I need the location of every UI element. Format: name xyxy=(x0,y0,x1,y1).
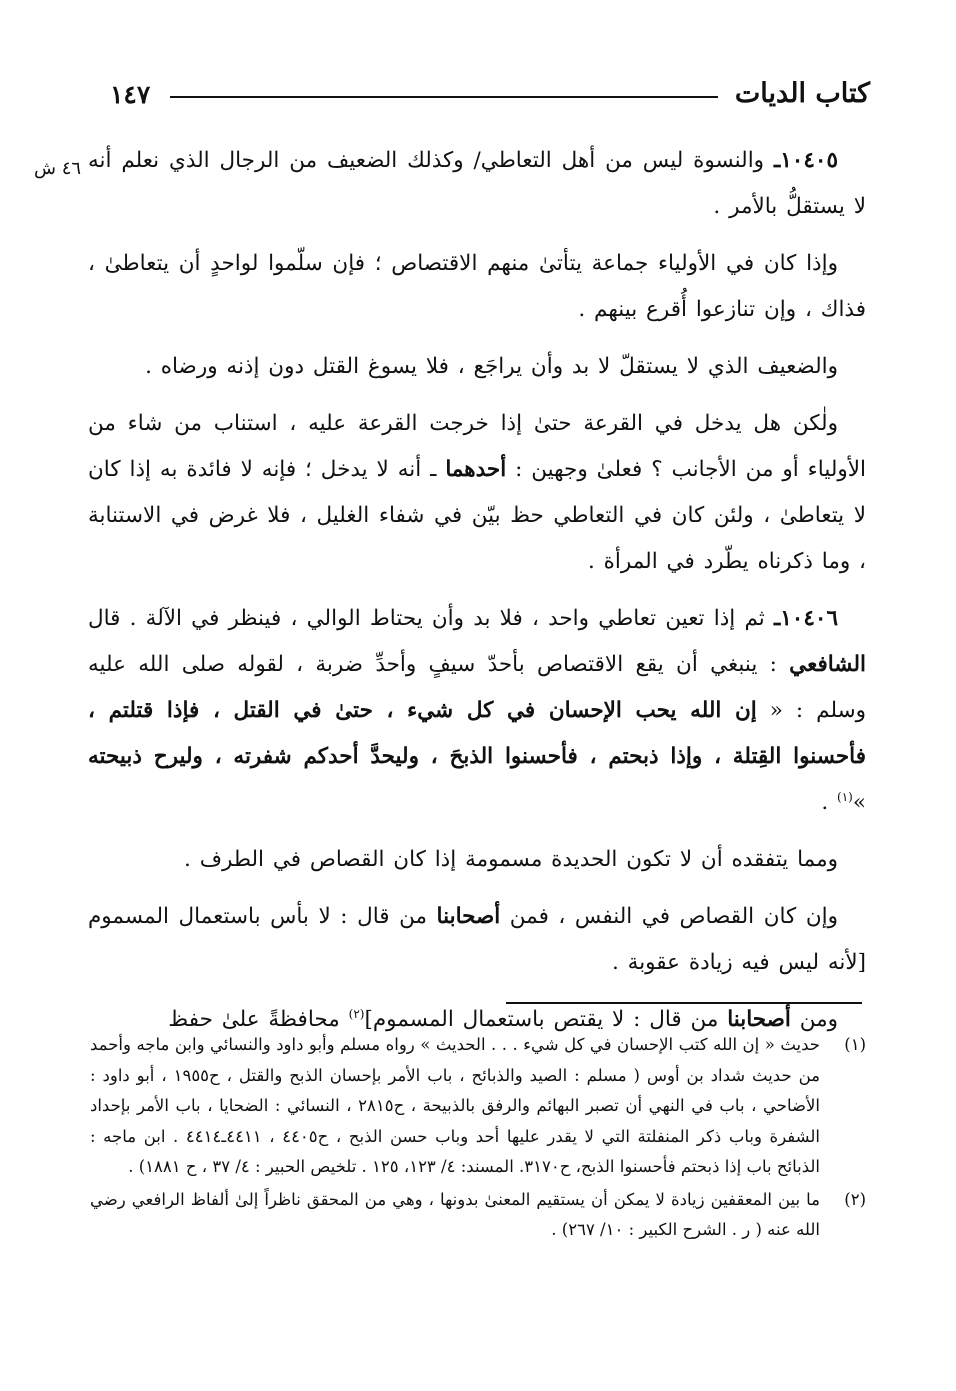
paragraph-text: من قال : لا يقتص باستعمال المسموم] xyxy=(364,1007,728,1032)
paragraph xyxy=(88,241,866,333)
footnote-item xyxy=(90,1185,866,1246)
footnote-number: (١) xyxy=(844,1035,866,1054)
paragraph-number: ١٠٤٠٥ـ xyxy=(773,148,838,173)
footnotes xyxy=(90,1030,866,1248)
paragraph-text: والضعيف الذي لا يستقلّ لا بد وأن يراجَع ، فلا يسوغ القتل دون إذنه ورضاه . xyxy=(145,354,838,379)
paragraph-text: : ينبغي أن يقع الاقتصاص بأحدّ سيفٍ وأحدِّ ضربة ، لقوله صلى الله عليه وسلم : « xyxy=(88,652,866,723)
paragraph xyxy=(88,894,866,986)
footnote-text: ما بين المعقفين زيادة لا يمكن أن يستقيم المعنىٰ بدونها ، وهي من المحقق ناظراً إلىٰ ألفاظ الرافعي رضي الله عنه ( ر . الشرح الكبير : ١٠/ ٢٦٧) . xyxy=(90,1189,820,1239)
paragraph xyxy=(88,401,866,585)
footnote-separator xyxy=(506,1002,862,1004)
footnote-text: حديث « إن الله كتب الإحسان في كل شيء . . . الحديث » رواه مسلم وأبو داود والنسائي وابن ماجه وأحمد من حديث شداد بن أوس ( مسلم : الصيد والذبائح ، باب الأمر بإحسان الذبح والقتل ، ح١٩٥٥ ، أبو داود : الأضاحي ، باب في النهي أن تصبر البهائم والرفق بالذبيحة ، ح٢٨١٥ ، النسائي : الضحايا ، باب الأمر بإحداد الشفرة وباب ذكر المنفلتة التي لا يقدر عليها أحد وباب حسن الذبح ، ح٤٤٠٥ ، ٤٤١١ـ٤٤١٤ . ابن ماجه : الذبائح باب إذا ذبحتم فأحسنوا الذبح، ح٣١٧٠. المسند: ٤/ ١٢٣، ١٢٥ . تلخيص الحبير : ٤/ ٣٧ ، ح ١٨٨١) . xyxy=(90,1035,820,1176)
bold-term: الشافعي xyxy=(789,652,866,677)
footnote-ref: (١) xyxy=(837,789,853,804)
paragraph-text: ومن xyxy=(790,1007,838,1032)
footnote-item xyxy=(90,1030,866,1183)
bold-term: أصحابنا xyxy=(436,904,501,929)
header-rule xyxy=(170,96,718,98)
paragraph-10406 xyxy=(88,596,866,826)
footnote-number: (٢) xyxy=(844,1189,866,1209)
paragraph-text: » xyxy=(852,790,866,815)
paragraph-text: من قال : لا بأس باستعمال المسموم [لأنه ليس فيه زيادة عقوبة . xyxy=(88,904,866,975)
bold-term: أحدهما xyxy=(445,457,507,482)
main-text xyxy=(88,138,866,1054)
paragraph-text: ثم إذا تعين تعاطي واحد ، فلا بد وأن يحتاط الوالي ، فينظر في الآلة . قال xyxy=(88,606,774,631)
paragraph-number: ١٠٤٠٦ـ xyxy=(773,606,838,631)
footnote-ref: (٢) xyxy=(348,1006,365,1021)
paragraph-10405 xyxy=(88,138,866,230)
bold-term: أصحابنا xyxy=(727,1007,791,1032)
page-number: ١٤٧ xyxy=(110,80,151,109)
page-header xyxy=(110,72,870,122)
paragraph-text: . xyxy=(821,790,838,815)
paragraph xyxy=(88,344,866,390)
paragraph-text: وإن كان القصاص في النفس ، فمن xyxy=(500,904,838,929)
paragraph-text: ومما يتفقده أن لا تكون الحديدة مسمومة إذا كان القصاص في الطرف . xyxy=(184,847,838,872)
paragraph-text: ولٰكن هل يدخل في القرعة حتىٰ إذا خرجت القرعة عليه ، استناب من شاء من الأولياء أو من الأجانب ؟ فعلىٰ وجهين : xyxy=(88,411,867,482)
hadith-text: إن الله يحب الإحسان في كل شيء ، حتىٰ في القتل ، فإذا قتلتم ، فأحسنوا القِتلة ، وإذا ذبحتم ، فأحسنوا الذبحَ ، وليحدَّ أحدكم شفرته ، وليرح ذبيحته xyxy=(88,698,866,769)
paragraph xyxy=(88,837,866,883)
paragraph-text: والنسوة ليس من أهل التعاطي/ وكذلك الضعيف من الرجال الذي نعلم أنه لا يستقلُّ بالأمر . xyxy=(88,148,866,219)
margin-note: ٤٦ ش xyxy=(34,158,82,179)
paragraph-text: وإذا كان في الأولياء جماعة يتأتىٰ منهم الاقتصاص ؛ فإن سلّموا لواحدٍ أن يتعاطىٰ ، فذاك ، وإن تنازعوا أُقرع بينهم . xyxy=(88,251,866,322)
paragraph-text: ـ أنه لا يدخل ؛ فإنه لا فائدة به إذا كان لا يتعاطىٰ ، ولئن كان في التعاطي حظ بيّن في شفاء الغليل ، فلا غرض في الاستنابة ، وما ذكرناه يطّرد في المرأة . xyxy=(88,457,866,574)
paragraph-text: محافظةً علىٰ حفظ xyxy=(168,1007,349,1032)
book-title: كتاب الديات xyxy=(734,78,870,109)
